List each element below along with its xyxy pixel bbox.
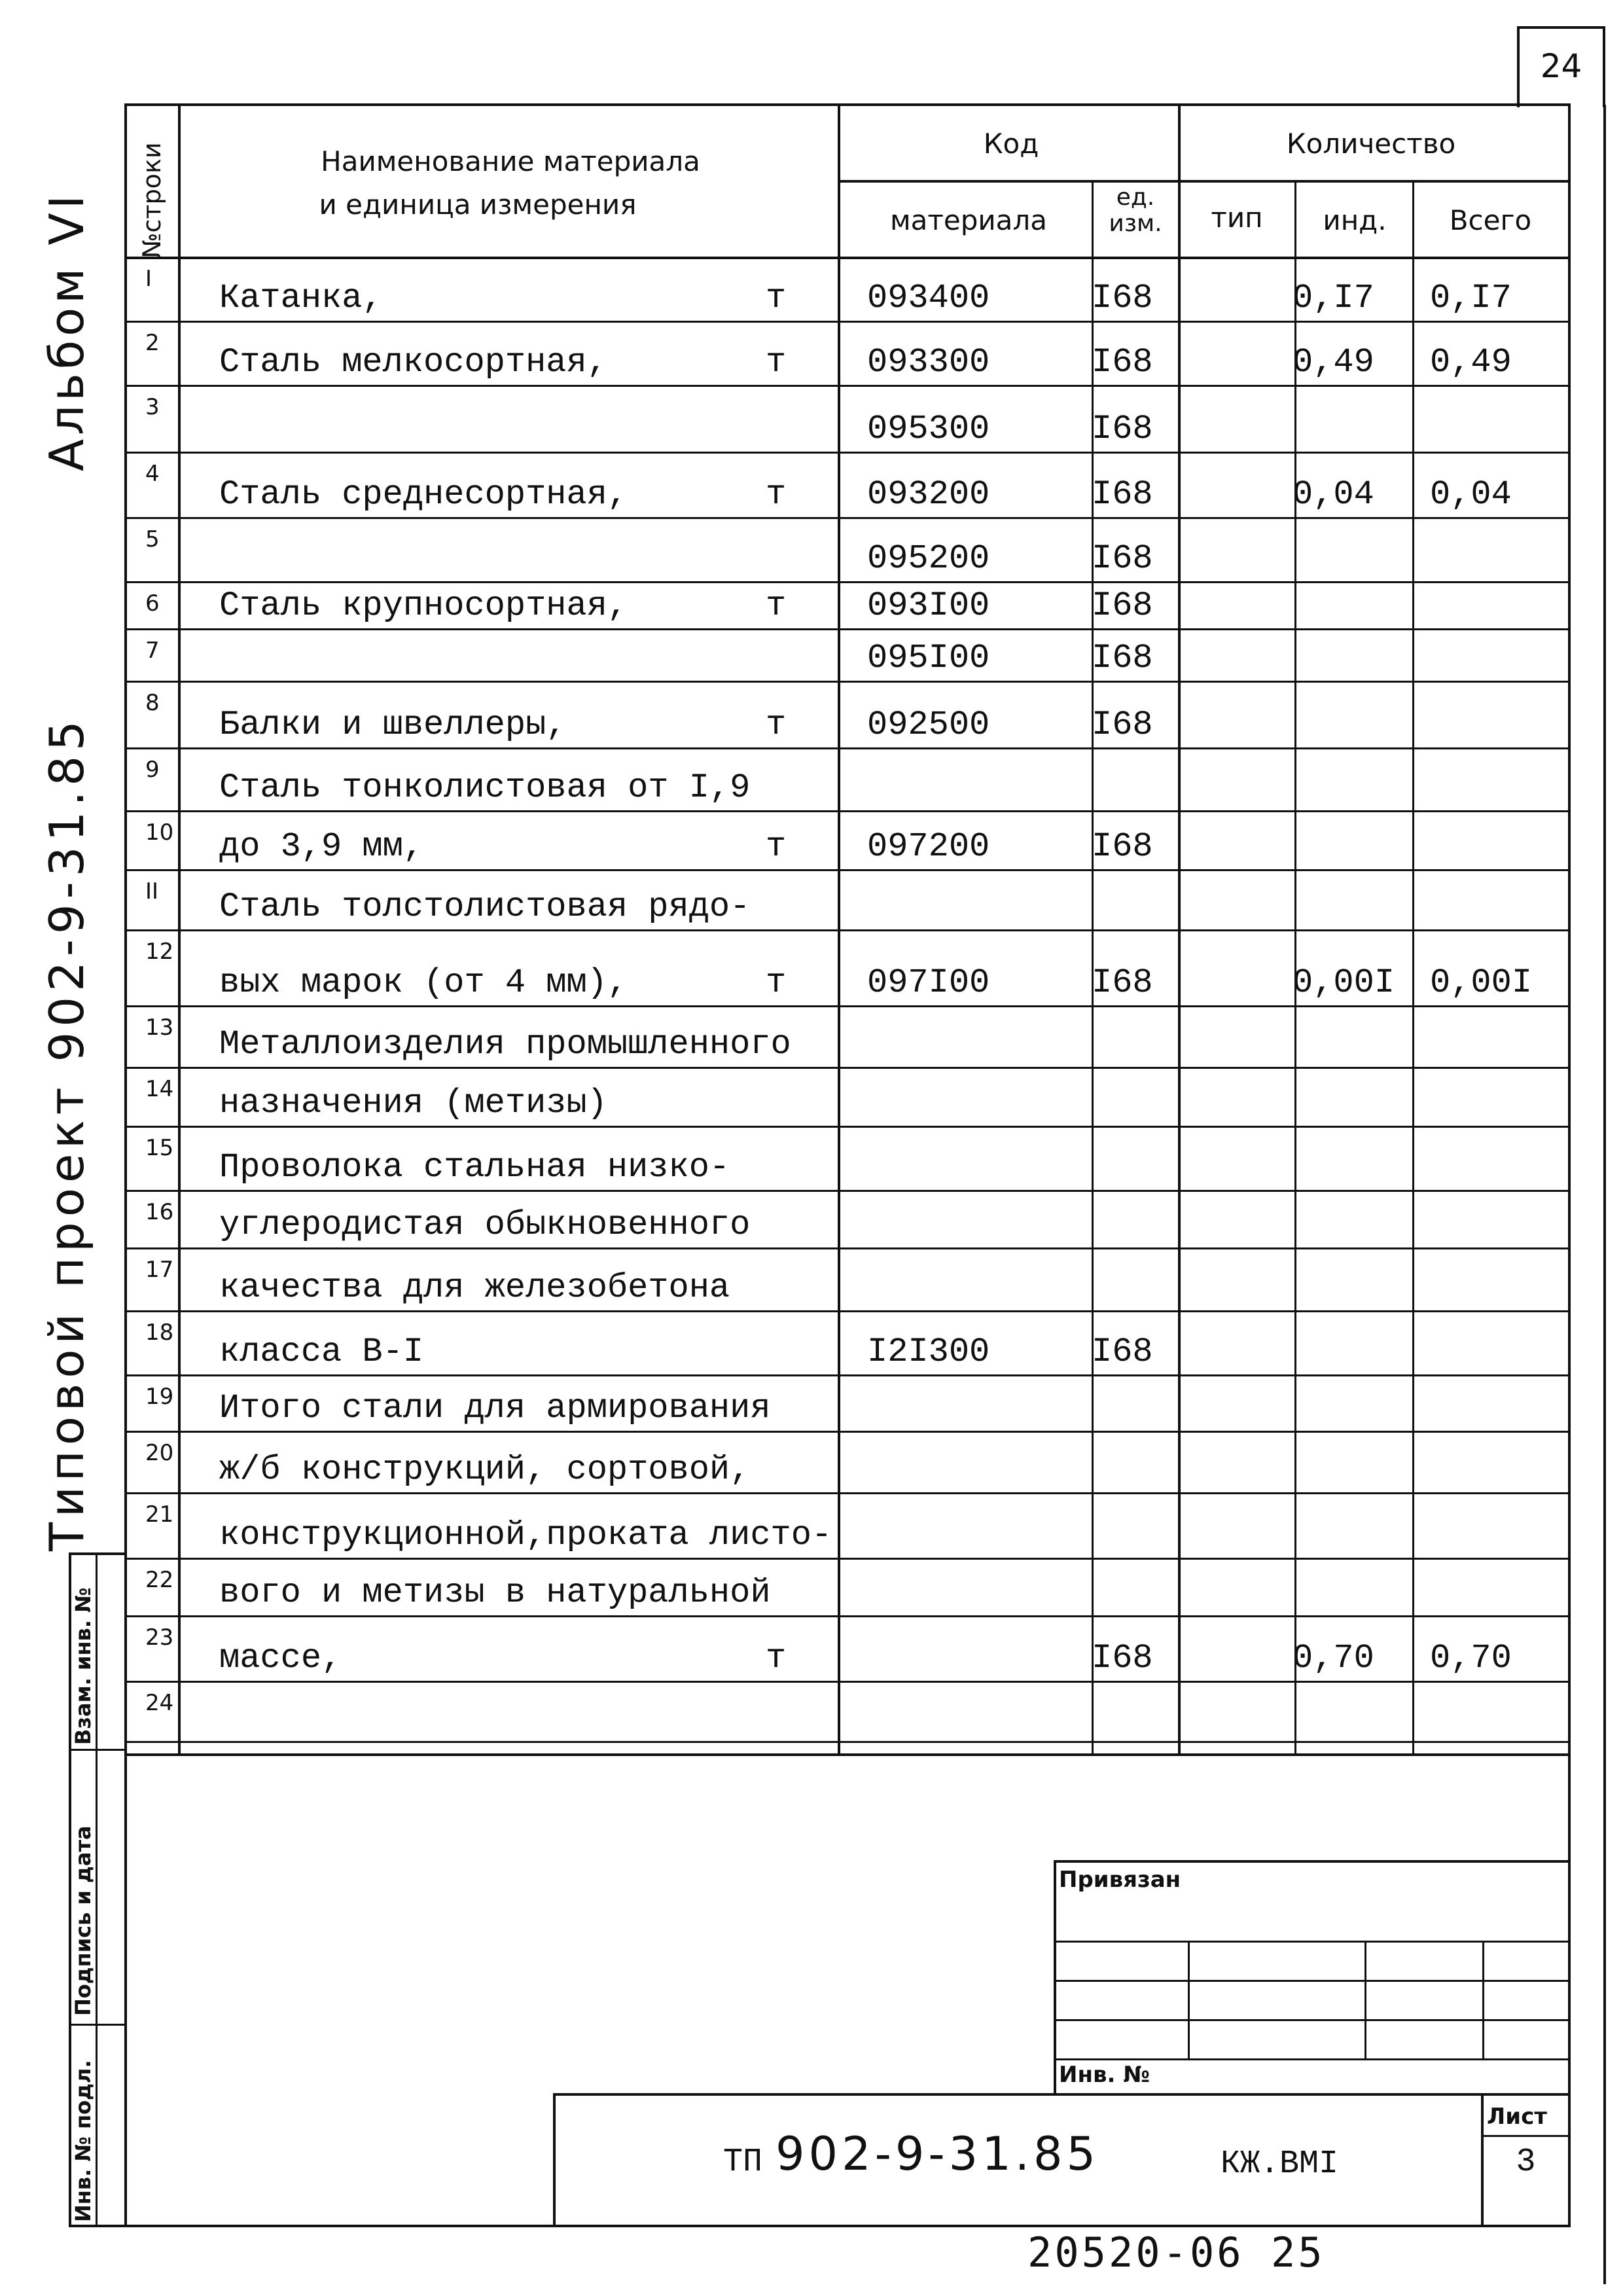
row-number: 6 [145, 590, 160, 617]
row-qty-ind: 0,00I [1293, 963, 1395, 1002]
row-name: Металлоизделия промышленного [219, 1025, 791, 1064]
side-inv-podl: Инв. № подл. [71, 2060, 96, 2222]
row-number: 18 [145, 1319, 174, 1346]
row-name: конструкционной,проката листо- [219, 1516, 832, 1554]
list-label: Лист [1487, 2104, 1547, 2130]
row-number: 22 [145, 1567, 174, 1593]
row-qty-ind: 0,04 [1293, 475, 1374, 514]
side-strip-divider [69, 2024, 127, 2026]
doc-code: 902-9-31.85 [776, 2127, 1100, 2181]
row-line [124, 810, 1571, 812]
list-number: 3 [1516, 2144, 1536, 2181]
row-number: 8 [145, 690, 160, 716]
row-line [124, 385, 1571, 387]
row-line [124, 581, 1571, 583]
row-name: качества для железобетона [219, 1268, 730, 1307]
row-unit: т [766, 963, 787, 1002]
row-line [124, 869, 1571, 871]
row-name: углеродистая обыкновенного [219, 1206, 751, 1244]
row-material-code: 095I00 [867, 639, 990, 677]
privyazan-label: Привязан [1059, 1867, 1181, 1893]
row-line [124, 929, 1571, 931]
row-qty-total: 0,I7 [1430, 279, 1512, 317]
row-number: 2 [145, 330, 160, 356]
row-unit-code: I68 [1092, 963, 1153, 1002]
side-strip-divider [69, 1749, 127, 1751]
row-name: Сталь мелкосортная, [219, 343, 607, 382]
privyazan-line [1054, 2019, 1571, 2021]
row-line [124, 1681, 1571, 1683]
row-line [124, 1126, 1571, 1128]
privyazan-col [1482, 1941, 1484, 2058]
row-number: II [145, 878, 159, 905]
row-unit: т [766, 343, 787, 382]
header-subline [838, 180, 1571, 183]
row-unit: т [766, 279, 787, 317]
row-line [124, 1374, 1571, 1376]
bottom-stamp: 20520-06 25 [1027, 2229, 1325, 2276]
row-name: Итого стали для армирования [219, 1389, 771, 1427]
col-code [838, 103, 840, 1756]
row-number: 20 [145, 1440, 174, 1466]
row-line [124, 1431, 1571, 1433]
row-name: до 3,9 мм, [219, 827, 424, 866]
col-qty [1178, 103, 1181, 1756]
privyazan-line [1054, 2058, 1571, 2060]
row-unit-code: I68 [1092, 410, 1153, 448]
row-unit-code: I68 [1092, 539, 1153, 578]
row-name: Катанка, [219, 279, 383, 317]
row-unit: т [766, 706, 787, 744]
stamp-list-line [1481, 2135, 1571, 2137]
row-number: 19 [145, 1384, 174, 1410]
row-number: 12 [145, 939, 174, 965]
row-name: Балки и швеллеры, [219, 706, 567, 744]
row-line [124, 1190, 1571, 1192]
row-unit-code: I68 [1092, 706, 1153, 744]
side-podpis: Подпись и дата [71, 1825, 96, 2016]
row-material-code: 097200 [867, 827, 990, 866]
row-name: Сталь тонколистовая от I,9 [219, 768, 751, 807]
row-unit-code: I68 [1092, 827, 1153, 866]
doc-mark: КЖ.ВМI [1221, 2145, 1339, 2183]
row-line [124, 1067, 1571, 1069]
row-name: Сталь среднесортная, [219, 475, 628, 514]
row-line [124, 1615, 1571, 1617]
row-unit-code: I68 [1092, 279, 1153, 317]
row-qty-total: 0,49 [1430, 343, 1512, 382]
row-unit: т [766, 1639, 787, 1677]
row-unit-code: I68 [1092, 343, 1153, 382]
row-number: 7 [145, 637, 160, 664]
row-unit-code: I68 [1092, 586, 1153, 625]
row-line [124, 1492, 1571, 1494]
privyazan-line [1054, 1941, 1571, 1943]
doc-code-prefix: ТП [723, 2144, 763, 2181]
side-vzam: Взам. инв. № [71, 1587, 96, 1745]
row-number: 13 [145, 1014, 174, 1041]
row-line [124, 681, 1571, 683]
col-total [1412, 180, 1414, 1756]
privyazan-col [1364, 1941, 1366, 2058]
row-name: Сталь крупносортная, [219, 586, 628, 625]
row-number: 14 [145, 1076, 174, 1102]
row-line [124, 747, 1571, 749]
row-number: I [145, 266, 152, 292]
header-row-no: №строки [137, 142, 166, 259]
inv-no-label: Инв. № [1059, 2062, 1150, 2088]
row-unit: т [766, 586, 787, 625]
header-code: Код [983, 128, 1039, 160]
row-name: Проволока стальная низко- [219, 1148, 730, 1187]
right-margin-line [1603, 105, 1606, 2284]
header-code-material: материала [889, 204, 1047, 236]
row-name: назначения (метизы) [219, 1084, 607, 1122]
side-project: Типовой проект 902-9-31.85 [39, 715, 94, 1551]
row-material-code: I2I300 [867, 1333, 990, 1371]
row-name: класса В-I [219, 1333, 424, 1371]
row-number: 4 [145, 461, 160, 487]
row-material-code: 093200 [867, 475, 990, 514]
side-album: Альбом VI [39, 191, 94, 471]
row-number: 10 [145, 819, 174, 846]
row-qty-ind: 0,49 [1293, 343, 1374, 382]
header-name-line2: и единица измерения [319, 188, 637, 221]
row-unit-code: I68 [1092, 639, 1153, 677]
row-qty-total: 0,70 [1430, 1639, 1512, 1677]
row-line [124, 452, 1571, 454]
row-qty-ind: 0,I7 [1293, 279, 1374, 317]
row-line [124, 1247, 1571, 1249]
row-material-code: 092500 [867, 706, 990, 744]
row-line [124, 628, 1571, 630]
header-code-unit: ед. изм. [1109, 184, 1162, 237]
row-number: 3 [145, 394, 160, 420]
row-number: 16 [145, 1199, 174, 1225]
row-unit: т [766, 827, 787, 866]
row-number: 24 [145, 1690, 174, 1716]
row-unit-code: I68 [1092, 1333, 1153, 1371]
col-row-no [178, 103, 181, 1756]
side-strip-inner [96, 1552, 98, 2227]
row-number: 23 [145, 1624, 174, 1651]
header-qty-ind: инд. [1323, 204, 1387, 236]
header-bottom-line [124, 257, 1571, 259]
header-qty-type: тип [1211, 202, 1263, 234]
row-name: вых марок (от 4 мм), [219, 963, 628, 1002]
row-line [124, 1558, 1571, 1560]
row-unit-code: I68 [1092, 1639, 1153, 1677]
header-quantity: Количество [1286, 128, 1456, 160]
row-line [124, 1741, 1571, 1743]
row-material-code: 093300 [867, 343, 990, 382]
row-name: Сталь толстолистовая рядо- [219, 888, 751, 926]
row-material-code: 095200 [867, 539, 990, 578]
row-line [124, 1005, 1571, 1007]
privyazan-line [1054, 1980, 1571, 1982]
row-qty-total: 0,00I [1430, 963, 1533, 1002]
sheet-number: 24 [1540, 47, 1582, 85]
row-number: 9 [145, 757, 160, 783]
row-name: массе, [219, 1639, 342, 1677]
row-name: ж/б конструкций, сортовой, [219, 1450, 751, 1489]
row-number: 15 [145, 1135, 174, 1161]
row-material-code: 093400 [867, 279, 990, 317]
privyazan-col [1188, 1941, 1190, 2058]
row-qty-ind: 0,70 [1293, 1639, 1374, 1677]
header-name-line1: Наименование материала [321, 145, 700, 177]
row-material-code: 095300 [867, 410, 990, 448]
row-name: вого и метизы в натуральной [219, 1573, 771, 1612]
privyazan-box [1054, 1860, 1571, 2096]
row-unit-code: I68 [1092, 475, 1153, 514]
row-qty-total: 0,04 [1430, 475, 1512, 514]
row-number: 21 [145, 1501, 174, 1528]
header-qty-total: Всего [1449, 204, 1532, 236]
row-material-code: 097I00 [867, 963, 990, 1002]
row-number: 5 [145, 526, 160, 552]
row-unit: т [766, 475, 787, 514]
row-line [124, 321, 1571, 323]
row-line [124, 517, 1571, 519]
row-line [124, 1310, 1571, 1312]
row-number: 17 [145, 1257, 174, 1283]
row-material-code: 093I00 [867, 586, 990, 625]
